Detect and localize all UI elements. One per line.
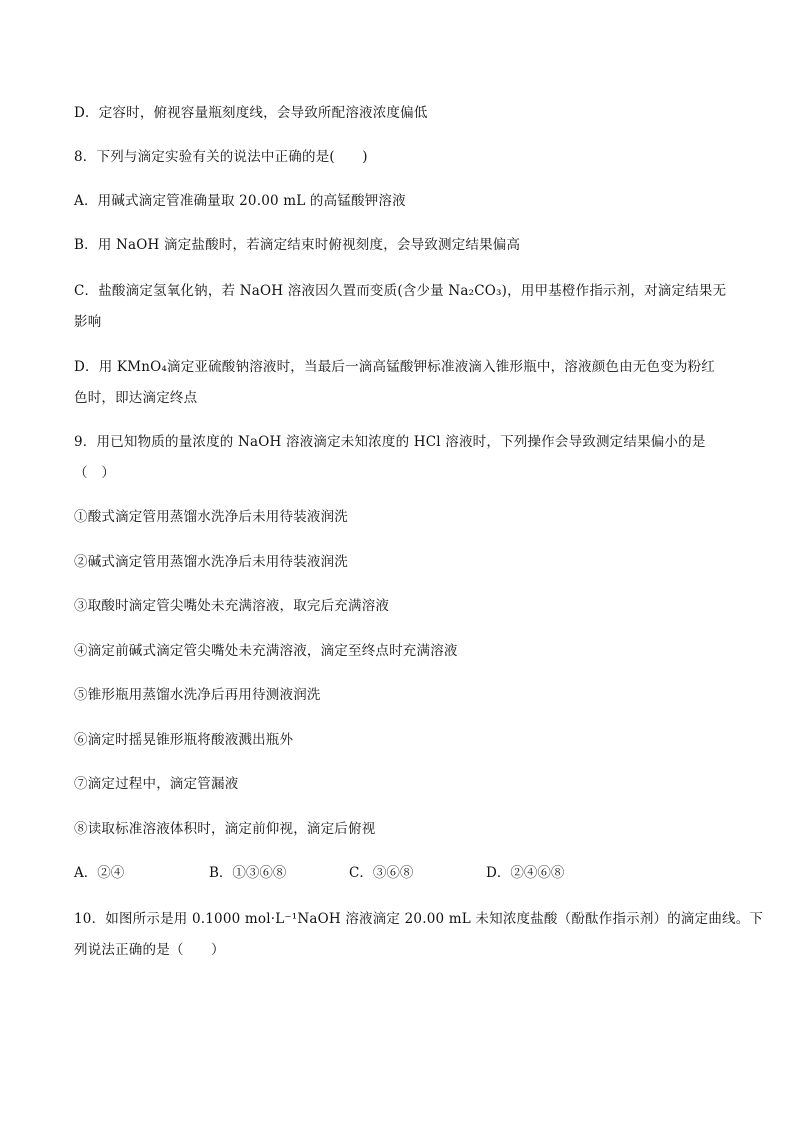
q8-option-d-line2: 色时，即达滴定终点 xyxy=(74,390,198,406)
q8-option-a: A．用碱式滴定管准确量取 20.00 mL 的高锰酸钾溶液 xyxy=(74,193,406,209)
q9-stem-line1: 9．用已知物质的量浓度的 NaOH 溶液滴定未知浓度的 HCl 溶液时，下列操作会导致测定结果偏小的是 xyxy=(74,434,706,450)
q9-stem-line2: （ ） xyxy=(74,465,116,481)
q9-item-4: ④滴定前碱式滴定管尖嘴处未充满溶液，滴定至终点时充满溶液 xyxy=(74,643,458,659)
q10-stem-line1: 10．如图所示是用 0.1000 mol·L⁻¹NaOH 溶液滴定 20.00 mL 未知浓度盐酸（酚酞作指示剂）的滴定曲线。下 xyxy=(74,911,764,927)
q9-option-c: C．③⑥⑧ xyxy=(349,865,414,881)
q9-item-8: ⑧读取标准溶液体积时，滴定前仰视，滴定后俯视 xyxy=(74,821,376,837)
q9-option-a: A．②④ xyxy=(74,865,125,881)
q9-option-b: B．①③⑥⑧ xyxy=(209,865,287,881)
q9-item-5: ⑤锥形瓶用蒸馏水洗净后再用待测液润洗 xyxy=(74,687,321,703)
q8-option-c-line2: 影响 xyxy=(74,314,102,330)
q9-item-1: ①酸式滴定管用蒸馏水洗净后未用待装液润洗 xyxy=(74,509,348,525)
q10-stem-line2: 列说法正确的是（ ） xyxy=(74,942,225,958)
q9-item-2: ②碱式滴定管用蒸馏水洗净后未用待装液润洗 xyxy=(74,554,348,570)
q8-option-c-line1: C．盐酸滴定氢氧化钠，若 NaOH 溶液因久置而变质(含少量 Na₂CO₃)，用甲基橙作指示剂，对滴定结果无 xyxy=(74,283,727,299)
q9-item-6: ⑥滴定时摇晃锥形瓶将酸液溅出瓶外 xyxy=(74,732,294,748)
q8-stem: 8．下列与滴定实验有关的说法中正确的是( ) xyxy=(74,149,368,165)
q7-option-d: D．定容时，俯视容量瓶刻度线，会导致所配溶液浓度偏低 xyxy=(74,105,428,121)
q9-option-d: D．②④⑥⑧ xyxy=(486,865,565,881)
q8-option-d-line1: D．用 KMnO₄滴定亚硫酸钠溶液时，当最后一滴高锰酸钾标准液滴入锥形瓶中，溶液颜色由无色变为粉红 xyxy=(74,359,715,375)
q8-option-b: B．用 NaOH 滴定盐酸时，若滴定结束时俯视刻度，会导致测定结果偏高 xyxy=(74,237,521,253)
q9-item-7: ⑦滴定过程中，滴定管漏液 xyxy=(74,776,239,792)
q9-item-3: ③取酸时滴定管尖嘴处未充满溶液，取完后充满溶液 xyxy=(74,598,390,614)
